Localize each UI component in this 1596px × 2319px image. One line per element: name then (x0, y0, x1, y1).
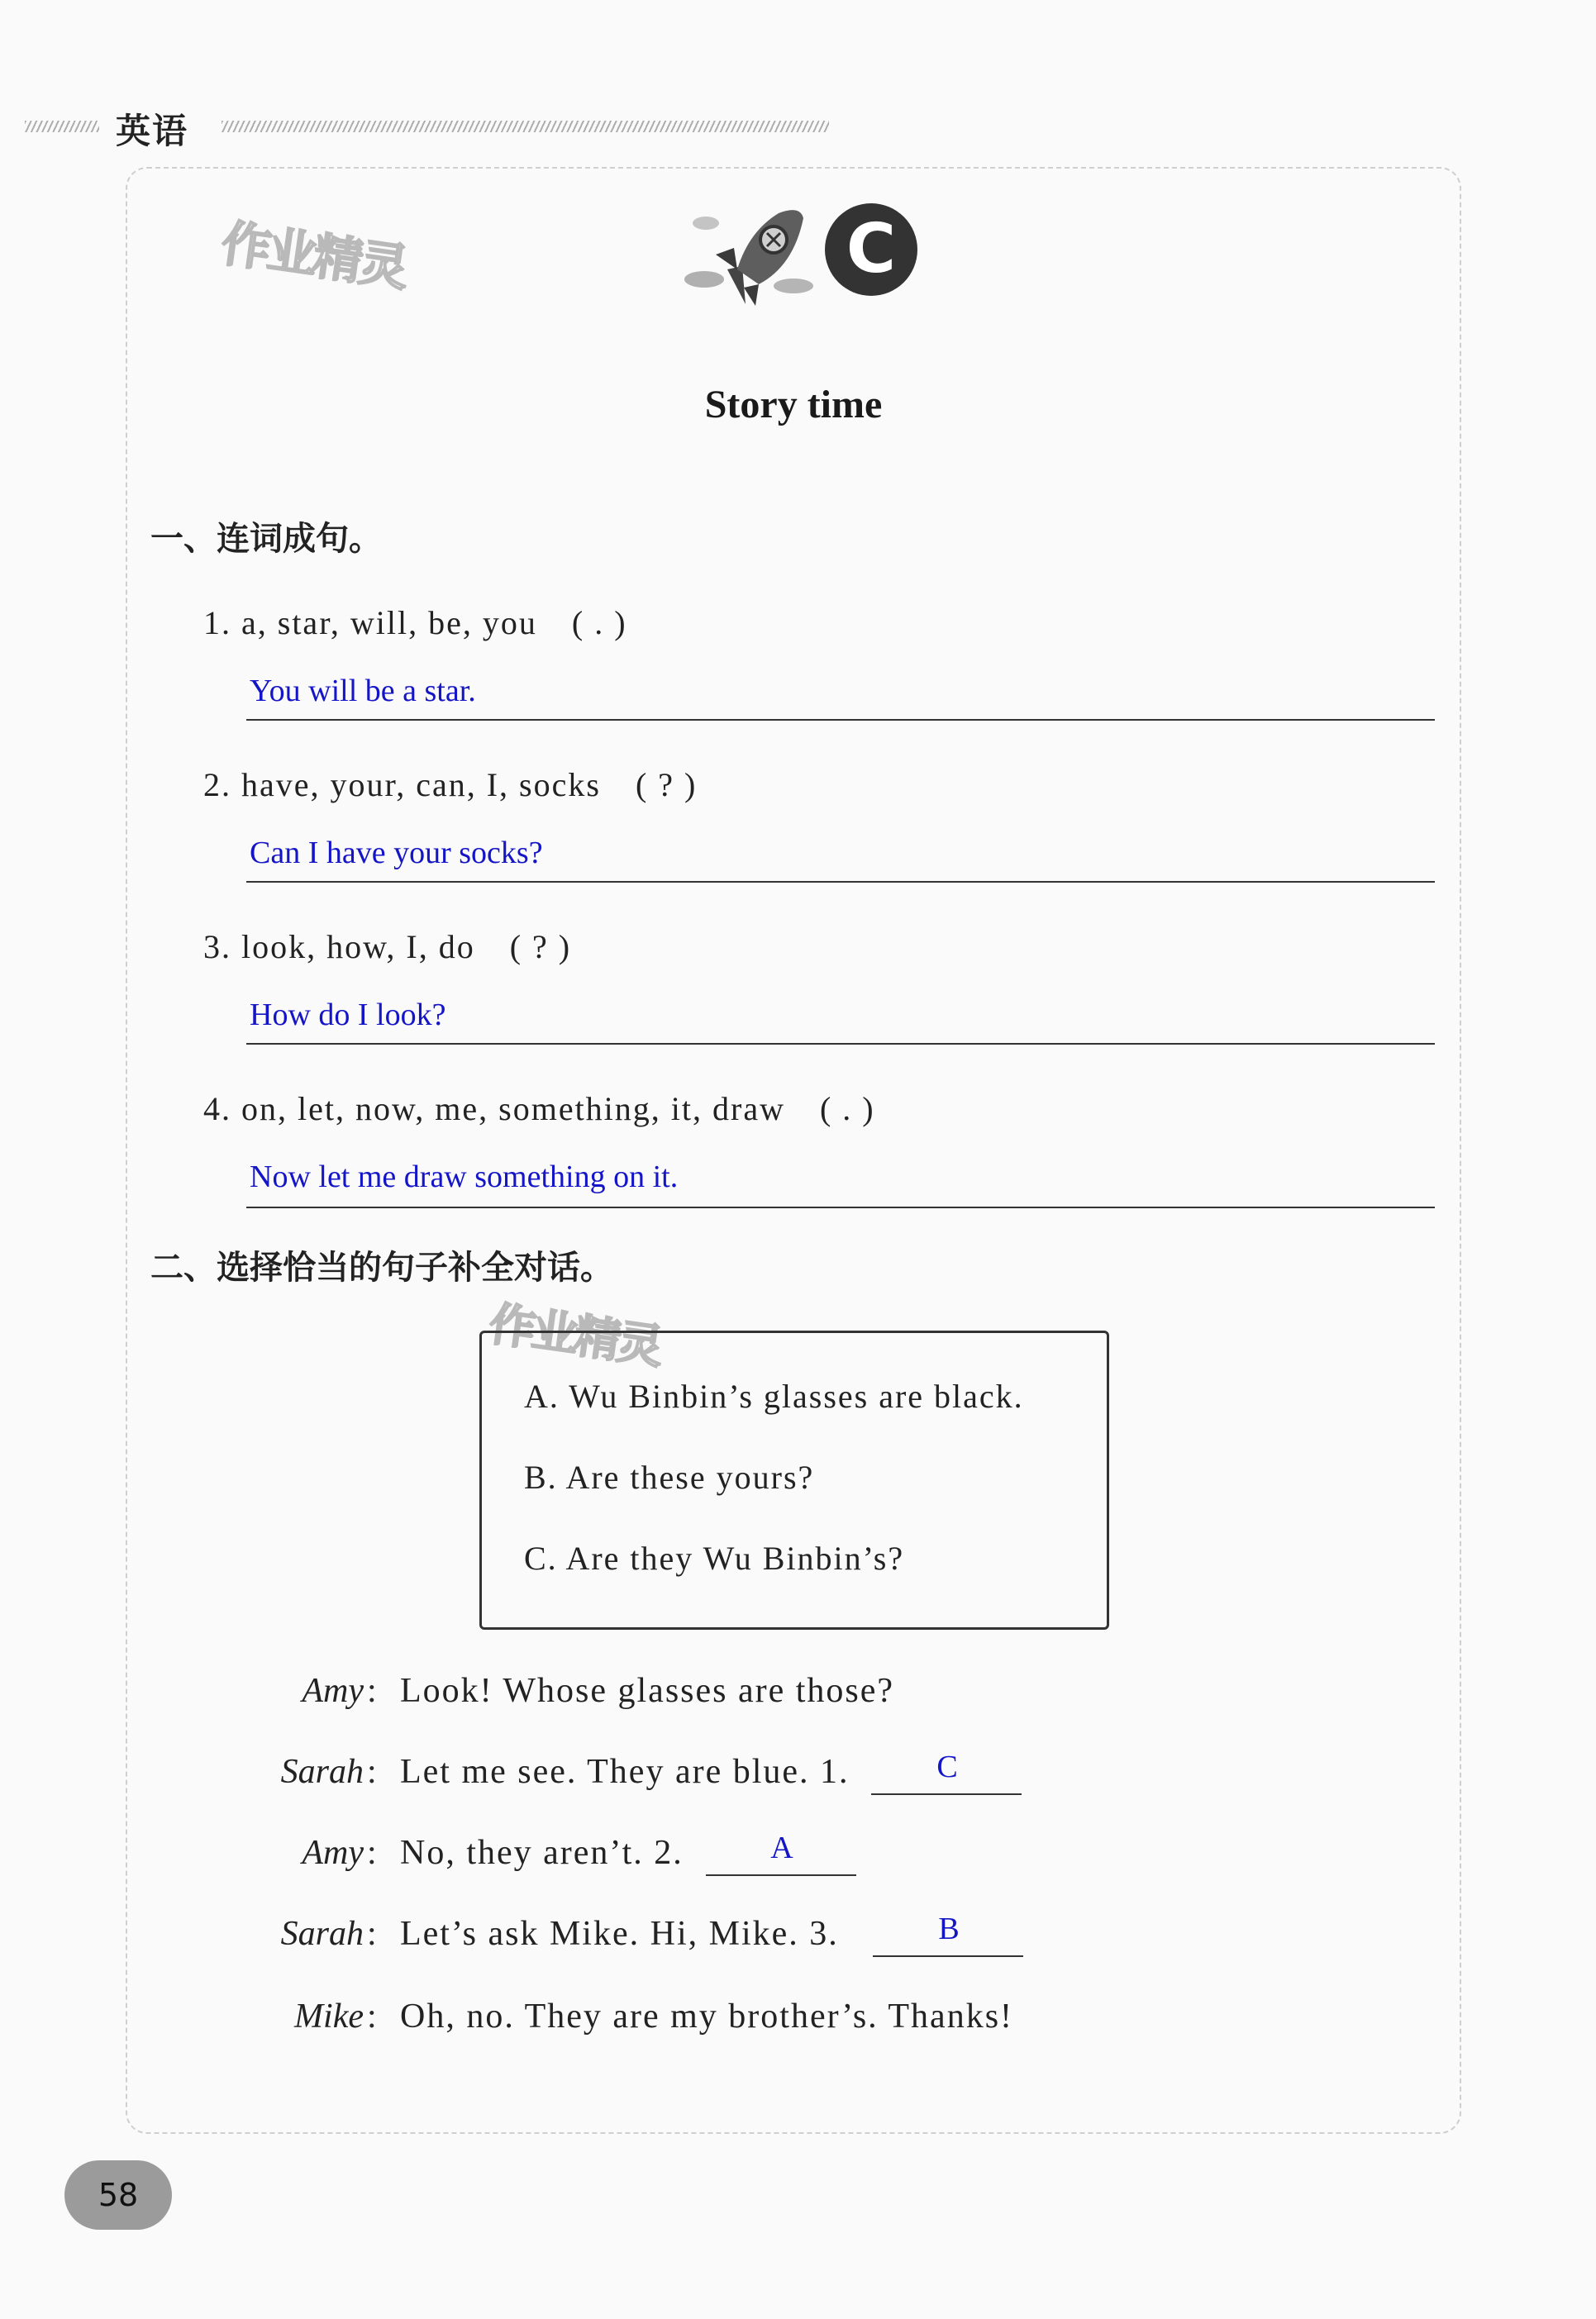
speaker-colon: : (367, 1753, 377, 1791)
section2-heading: 二、选择恰当的句子补全对话。 (150, 1249, 613, 1287)
subject-label: 英语 (116, 111, 189, 151)
speaker-3: Amy (302, 1834, 364, 1872)
lesson-badge (825, 203, 917, 296)
option-b: B. Are these yours? (524, 1459, 815, 1496)
dialogue-line-5: Oh, no. They are my brother’s. Thanks! (400, 1998, 1014, 2036)
option-a: A. Wu Binbin’s glasses are black. (524, 1378, 1024, 1415)
answer-line-1 (246, 719, 1435, 721)
question-4: 4. on, let, now, me, something, it, draw ( . ) (203, 1090, 875, 1127)
section1-heading: 一、连词成句。 (150, 520, 382, 558)
page-title: Story time (704, 383, 883, 426)
watermark-top: 作业精灵 (217, 214, 410, 298)
dialogue-line-3: No, they aren’t. 2. (400, 1834, 684, 1872)
speaker-1: Amy (302, 1672, 364, 1710)
answer-4: Now let me draw something on it. (250, 1160, 679, 1194)
blank-answer-1: C (936, 1750, 958, 1784)
speaker-colon: : (367, 1915, 377, 1953)
header-rule-right (222, 121, 829, 132)
answer-1: You will be a star. (250, 674, 476, 708)
blank-answer-3: B (938, 1912, 960, 1946)
answer-3: How do I look? (250, 998, 446, 1032)
rocket-icon (679, 197, 820, 307)
question-1: 1. a, star, will, be, you ( . ) (203, 604, 627, 641)
question-2: 2. have, your, can, I, socks ( ? ) (203, 766, 698, 803)
blank-line-1 (871, 1793, 1022, 1795)
blank-line-2 (706, 1874, 856, 1876)
answer-line-3 (246, 1043, 1435, 1045)
speaker-5: Mike (294, 1998, 364, 2036)
speaker-colon: : (367, 1998, 377, 2036)
answer-2: Can I have your socks? (250, 836, 543, 870)
blank-line-3 (873, 1955, 1023, 1957)
answer-line-4 (246, 1207, 1435, 1208)
question-3: 3. look, how, I, do ( ? ) (203, 928, 572, 965)
header-rule-left (25, 121, 99, 132)
option-c: C. Are they Wu Binbin’s? (524, 1540, 905, 1577)
speaker-2: Sarah (280, 1753, 364, 1791)
answer-line-2 (246, 881, 1435, 883)
watermark-middle: 作业精灵 (485, 1297, 664, 1375)
dialogue-line-1: Look! Whose glasses are those? (400, 1672, 895, 1710)
speaker-colon: : (367, 1834, 377, 1872)
speaker-4: Sarah (280, 1915, 364, 1953)
lesson-letter: C (846, 210, 897, 288)
dialogue-line-4: Let’s ask Mike. Hi, Mike. 3. (400, 1915, 839, 1953)
page-number: 58 (64, 2160, 172, 2230)
dialogue-line-2: Let me see. They are blue. 1. (400, 1753, 850, 1791)
speaker-colon: : (367, 1672, 377, 1710)
blank-answer-2: A (770, 1831, 793, 1865)
